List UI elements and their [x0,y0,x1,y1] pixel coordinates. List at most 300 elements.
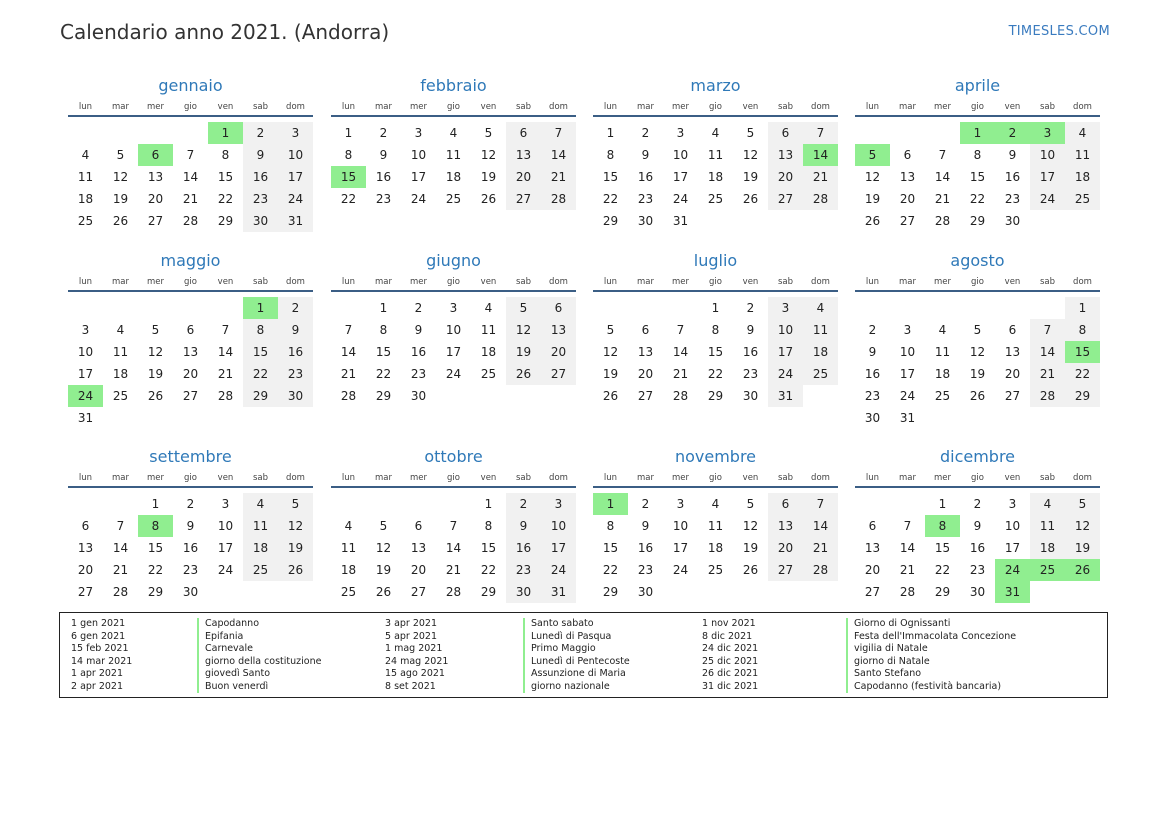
day-cell[interactable]: 27 [768,188,803,210]
day-cell[interactable]: 19 [278,537,313,559]
day-cell[interactable]: 6 [903,148,912,162]
day-cell[interactable]: 23 [278,363,313,385]
day-cell[interactable]: 29 [243,385,278,407]
day-cell[interactable]: 2 [414,301,423,315]
day-cell[interactable]: 11 [707,148,724,162]
day-cell[interactable]: 21 [803,166,838,188]
day-cell[interactable]: 30 [278,385,313,407]
day-cell[interactable]: 23 [182,563,199,577]
day-cell[interactable]: 29 [217,214,234,228]
day-cell[interactable]: 22 [480,563,497,577]
day-cell[interactable]: 26 [1065,559,1100,581]
day-cell[interactable]: 8 [973,148,982,162]
day-cell[interactable]: 24 [278,188,313,210]
day-cell[interactable]: 1 [484,497,493,511]
day-cell[interactable]: 9 [641,148,650,162]
day-cell[interactable]: 24 [672,563,689,577]
day-cell[interactable]: 22 [340,192,357,206]
day-cell[interactable]: 27 [768,559,803,581]
day-cell[interactable]: 26 [506,363,541,385]
day-cell[interactable]: 27 [147,214,164,228]
day-cell[interactable]: 12 [375,541,392,555]
day-cell[interactable]: 26 [742,563,759,577]
day-cell[interactable]: 10 [541,515,576,537]
day-cell[interactable]: 1 [151,497,160,511]
day-cell[interactable]: 26 [278,559,313,581]
day-cell[interactable]: 27 [410,585,427,599]
day-cell[interactable]: 17 [1004,541,1021,555]
day-cell[interactable]: 8 [243,319,278,341]
day-cell[interactable]: 13 [637,345,654,359]
day-cell[interactable]: 9 [973,519,982,533]
day-cell[interactable]: 17 [1030,166,1065,188]
day-cell[interactable]: 15 [375,345,392,359]
day-cell[interactable]: 23 [243,188,278,210]
day-cell[interactable]: 27 [899,214,916,228]
day-cell[interactable]: 6 [186,323,195,337]
day-cell[interactable]: 3 [1030,122,1065,144]
day-cell[interactable]: 20 [147,192,164,206]
day-cell[interactable]: 26 [969,389,986,403]
day-cell[interactable]: 29 [602,585,619,599]
day-cell[interactable]: 18 [707,170,724,184]
day-cell[interactable]: 6 [81,519,90,533]
day-cell[interactable]: 4 [243,493,278,515]
day-cell[interactable]: 22 [602,192,619,206]
day-cell[interactable]: 4 [1030,493,1065,515]
day-cell[interactable]: 6 [138,144,173,166]
day-cell[interactable]: 9 [868,345,877,359]
day-cell[interactable]: 13 [768,515,803,537]
day-cell[interactable]: 14 [340,345,357,359]
day-cell[interactable]: 5 [746,126,755,140]
day-cell[interactable]: 15 [147,541,164,555]
day-cell[interactable]: 30 [410,389,427,403]
day-cell[interactable]: 13 [899,170,916,184]
day-cell[interactable]: 19 [112,192,129,206]
day-cell[interactable]: 14 [803,144,838,166]
day-cell[interactable]: 24 [899,389,916,403]
day-cell[interactable]: 3 [676,497,685,511]
day-cell[interactable]: 7 [221,323,230,337]
day-cell[interactable]: 10 [1030,144,1065,166]
day-cell[interactable]: 9 [379,148,388,162]
day-cell[interactable]: 5 [278,493,313,515]
day-cell[interactable]: 22 [147,563,164,577]
day-cell[interactable]: 13 [864,541,881,555]
day-cell[interactable]: 12 [480,148,497,162]
day-cell[interactable]: 30 [637,585,654,599]
day-cell[interactable]: 5 [379,519,388,533]
day-cell[interactable]: 6 [768,493,803,515]
day-cell[interactable]: 13 [182,345,199,359]
day-cell[interactable]: 8 [606,519,615,533]
day-cell[interactable]: 20 [899,192,916,206]
day-cell[interactable]: 29 [375,389,392,403]
day-cell[interactable]: 16 [182,541,199,555]
day-cell[interactable]: 3 [768,297,803,319]
day-cell[interactable]: 17 [217,541,234,555]
day-cell[interactable]: 18 [243,537,278,559]
day-cell[interactable]: 30 [243,210,278,232]
day-cell[interactable]: 4 [1065,122,1100,144]
day-cell[interactable]: 7 [903,519,912,533]
day-cell[interactable]: 11 [1065,144,1100,166]
day-cell[interactable]: 12 [602,345,619,359]
day-cell[interactable]: 31 [77,411,94,425]
day-cell[interactable]: 2 [995,122,1030,144]
day-cell[interactable]: 12 [1065,515,1100,537]
day-cell[interactable]: 12 [742,148,759,162]
day-cell[interactable]: 31 [541,581,576,603]
day-cell[interactable]: 22 [375,367,392,381]
day-cell[interactable]: 9 [506,515,541,537]
day-cell[interactable]: 3 [221,497,230,511]
day-cell[interactable]: 8 [606,148,615,162]
day-cell[interactable]: 6 [414,519,423,533]
day-cell[interactable]: 6 [868,519,877,533]
day-cell[interactable]: 14 [1030,341,1065,363]
day-cell[interactable]: 27 [77,585,94,599]
day-cell[interactable]: 31 [768,385,803,407]
day-cell[interactable]: 1 [711,301,720,315]
day-cell[interactable]: 24 [768,363,803,385]
day-cell[interactable]: 7 [938,148,947,162]
day-cell[interactable]: 25 [445,192,462,206]
day-cell[interactable]: 25 [1065,188,1100,210]
day-cell[interactable]: 27 [541,363,576,385]
day-cell[interactable]: 1 [243,297,278,319]
day-cell[interactable]: 16 [1004,170,1021,184]
day-cell[interactable]: 9 [1008,148,1017,162]
day-cell[interactable]: 21 [541,166,576,188]
day-cell[interactable]: 13 [147,170,164,184]
day-cell[interactable]: 20 [410,563,427,577]
day-cell[interactable]: 22 [602,563,619,577]
day-cell[interactable]: 2 [186,497,195,511]
day-cell[interactable]: 8 [221,148,230,162]
day-cell[interactable]: 14 [217,345,234,359]
day-cell[interactable]: 22 [969,192,986,206]
day-cell[interactable]: 21 [182,192,199,206]
day-cell[interactable]: 27 [1004,389,1021,403]
day-cell[interactable]: 18 [77,192,94,206]
day-cell[interactable]: 5 [506,297,541,319]
day-cell[interactable]: 10 [768,319,803,341]
day-cell[interactable]: 27 [864,585,881,599]
day-cell[interactable]: 29 [1065,385,1100,407]
day-cell[interactable]: 22 [1065,363,1100,385]
day-cell[interactable]: 17 [278,166,313,188]
day-cell[interactable]: 19 [375,563,392,577]
day-cell[interactable]: 14 [112,541,129,555]
day-cell[interactable]: 27 [637,389,654,403]
day-cell[interactable]: 13 [1004,345,1021,359]
day-cell[interactable]: 5 [973,323,982,337]
site-link[interactable]: TIMESLES.COM [1008,24,1110,39]
day-cell[interactable]: 14 [182,170,199,184]
day-cell[interactable]: 6 [541,297,576,319]
day-cell[interactable]: 30 [1004,214,1021,228]
day-cell[interactable]: 2 [641,126,650,140]
day-cell[interactable]: 28 [217,389,234,403]
day-cell[interactable]: 1 [1065,297,1100,319]
day-cell[interactable]: 23 [637,563,654,577]
day-cell[interactable]: 23 [742,367,759,381]
day-cell[interactable]: 26 [375,585,392,599]
day-cell[interactable]: 9 [746,323,755,337]
day-cell[interactable]: 18 [340,563,357,577]
day-cell[interactable]: 29 [147,585,164,599]
day-cell[interactable]: 15 [243,341,278,363]
day-cell[interactable]: 28 [934,214,951,228]
day-cell[interactable]: 3 [676,126,685,140]
day-cell[interactable]: 20 [506,166,541,188]
day-cell[interactable]: 16 [278,341,313,363]
day-cell[interactable]: 25 [243,559,278,581]
day-cell[interactable]: 31 [899,411,916,425]
day-cell[interactable]: 24 [541,559,576,581]
day-cell[interactable]: 29 [969,214,986,228]
day-cell[interactable]: 17 [672,170,689,184]
day-cell[interactable]: 20 [182,367,199,381]
day-cell[interactable]: 11 [77,170,94,184]
day-cell[interactable]: 3 [449,301,458,315]
day-cell[interactable]: 7 [1030,319,1065,341]
day-cell[interactable]: 11 [340,541,357,555]
day-cell[interactable]: 27 [506,188,541,210]
day-cell[interactable]: 28 [672,389,689,403]
day-cell[interactable]: 18 [445,170,462,184]
day-cell[interactable]: 15 [969,170,986,184]
day-cell[interactable]: 11 [480,323,497,337]
day-cell[interactable]: 31 [672,214,689,228]
day-cell[interactable]: 19 [1065,537,1100,559]
day-cell[interactable]: 28 [112,585,129,599]
day-cell[interactable]: 8 [925,515,960,537]
day-cell[interactable]: 16 [243,166,278,188]
day-cell[interactable]: 16 [637,170,654,184]
day-cell[interactable]: 24 [995,559,1030,581]
day-cell[interactable]: 16 [637,541,654,555]
day-cell[interactable]: 9 [243,144,278,166]
day-cell[interactable]: 6 [768,122,803,144]
day-cell[interactable]: 18 [803,341,838,363]
day-cell[interactable]: 9 [278,319,313,341]
day-cell[interactable]: 25 [1030,559,1065,581]
day-cell[interactable]: 15 [217,170,234,184]
day-cell[interactable]: 7 [449,519,458,533]
day-cell[interactable]: 14 [672,345,689,359]
day-cell[interactable]: 5 [1065,493,1100,515]
day-cell[interactable]: 10 [77,345,94,359]
day-cell[interactable]: 11 [934,345,951,359]
day-cell[interactable]: 13 [768,144,803,166]
day-cell[interactable]: 4 [711,126,720,140]
day-cell[interactable]: 21 [803,537,838,559]
day-cell[interactable]: 13 [541,319,576,341]
day-cell[interactable]: 3 [541,493,576,515]
day-cell[interactable]: 25 [77,214,94,228]
day-cell[interactable]: 1 [960,122,995,144]
day-cell[interactable]: 19 [864,192,881,206]
day-cell[interactable]: 1 [606,126,615,140]
day-cell[interactable]: 8 [138,515,173,537]
day-cell[interactable]: 29 [707,389,724,403]
day-cell[interactable]: 30 [506,581,541,603]
day-cell[interactable]: 24 [445,367,462,381]
day-cell[interactable]: 12 [147,345,164,359]
day-cell[interactable]: 19 [602,367,619,381]
day-cell[interactable]: 27 [182,389,199,403]
day-cell[interactable]: 20 [1004,367,1021,381]
day-cell[interactable]: 26 [864,214,881,228]
day-cell[interactable]: 14 [899,541,916,555]
day-cell[interactable]: 24 [68,385,103,407]
day-cell[interactable]: 25 [707,563,724,577]
day-cell[interactable]: 7 [541,122,576,144]
day-cell[interactable]: 12 [742,519,759,533]
day-cell[interactable]: 29 [602,214,619,228]
day-cell[interactable]: 16 [375,170,392,184]
day-cell[interactable]: 22 [707,367,724,381]
day-cell[interactable]: 21 [112,563,129,577]
day-cell[interactable]: 18 [1030,537,1065,559]
day-cell[interactable]: 14 [803,515,838,537]
day-cell[interactable]: 11 [243,515,278,537]
day-cell[interactable]: 21 [445,563,462,577]
day-cell[interactable]: 8 [711,323,720,337]
day-cell[interactable]: 2 [641,497,650,511]
day-cell[interactable]: 5 [484,126,493,140]
day-cell[interactable]: 16 [506,537,541,559]
day-cell[interactable]: 26 [480,192,497,206]
day-cell[interactable]: 4 [449,126,458,140]
day-cell[interactable]: 10 [445,323,462,337]
day-cell[interactable]: 1 [379,301,388,315]
day-cell[interactable]: 5 [606,323,615,337]
day-cell[interactable]: 17 [445,345,462,359]
day-cell[interactable]: 22 [934,563,951,577]
day-cell[interactable]: 17 [410,170,427,184]
day-cell[interactable]: 4 [938,323,947,337]
day-cell[interactable]: 1 [208,122,243,144]
day-cell[interactable]: 18 [480,345,497,359]
day-cell[interactable]: 4 [344,519,353,533]
day-cell[interactable]: 4 [484,301,493,315]
day-cell[interactable]: 16 [864,367,881,381]
day-cell[interactable]: 12 [969,345,986,359]
day-cell[interactable]: 15 [707,345,724,359]
day-cell[interactable]: 26 [112,214,129,228]
day-cell[interactable]: 20 [541,341,576,363]
day-cell[interactable]: 15 [934,541,951,555]
day-cell[interactable]: 20 [77,563,94,577]
day-cell[interactable]: 6 [641,323,650,337]
day-cell[interactable]: 19 [506,341,541,363]
day-cell[interactable]: 9 [186,519,195,533]
day-cell[interactable]: 15 [1065,341,1100,363]
day-cell[interactable]: 25 [340,585,357,599]
day-cell[interactable]: 16 [410,345,427,359]
day-cell[interactable]: 16 [742,345,759,359]
day-cell[interactable]: 21 [899,563,916,577]
day-cell[interactable]: 19 [969,367,986,381]
day-cell[interactable]: 3 [903,323,912,337]
day-cell[interactable]: 25 [934,389,951,403]
day-cell[interactable]: 25 [480,367,497,381]
day-cell[interactable]: 2 [746,301,755,315]
day-cell[interactable]: 2 [973,497,982,511]
day-cell[interactable]: 5 [746,497,755,511]
day-cell[interactable]: 14 [934,170,951,184]
day-cell[interactable]: 19 [742,541,759,555]
day-cell[interactable]: 10 [672,519,689,533]
day-cell[interactable]: 11 [112,345,129,359]
day-cell[interactable]: 23 [864,389,881,403]
day-cell[interactable]: 8 [344,148,353,162]
day-cell[interactable]: 10 [410,148,427,162]
day-cell[interactable]: 11 [1030,515,1065,537]
day-cell[interactable]: 4 [711,497,720,511]
day-cell[interactable]: 28 [803,559,838,581]
day-cell[interactable]: 7 [676,323,685,337]
day-cell[interactable]: 19 [480,170,497,184]
day-cell[interactable]: 22 [243,363,278,385]
day-cell[interactable]: 28 [340,389,357,403]
day-cell[interactable]: 25 [707,192,724,206]
day-cell[interactable]: 12 [506,319,541,341]
day-cell[interactable]: 24 [1030,188,1065,210]
day-cell[interactable]: 17 [672,541,689,555]
day-cell[interactable]: 4 [803,297,838,319]
day-cell[interactable]: 18 [934,367,951,381]
day-cell[interactable]: 8 [484,519,493,533]
day-cell[interactable]: 12 [112,170,129,184]
day-cell[interactable]: 17 [899,367,916,381]
day-cell[interactable]: 24 [217,563,234,577]
day-cell[interactable]: 28 [899,585,916,599]
day-cell[interactable]: 20 [864,563,881,577]
day-cell[interactable]: 3 [278,122,313,144]
day-cell[interactable]: 4 [116,323,125,337]
day-cell[interactable]: 14 [541,144,576,166]
day-cell[interactable]: 21 [340,367,357,381]
day-cell[interactable]: 25 [112,389,129,403]
day-cell[interactable]: 28 [1030,385,1065,407]
day-cell[interactable]: 14 [445,541,462,555]
day-cell[interactable]: 11 [707,519,724,533]
day-cell[interactable]: 26 [147,389,164,403]
day-cell[interactable]: 26 [602,389,619,403]
day-cell[interactable]: 28 [541,188,576,210]
day-cell[interactable]: 28 [182,214,199,228]
day-cell[interactable]: 23 [969,563,986,577]
day-cell[interactable]: 10 [899,345,916,359]
day-cell[interactable]: 17 [768,341,803,363]
day-cell[interactable]: 11 [803,319,838,341]
day-cell[interactable]: 13 [410,541,427,555]
day-cell[interactable]: 15 [331,166,366,188]
day-cell[interactable]: 7 [116,519,125,533]
day-cell[interactable]: 18 [112,367,129,381]
day-cell[interactable]: 12 [278,515,313,537]
day-cell[interactable]: 28 [445,585,462,599]
day-cell[interactable]: 24 [410,192,427,206]
day-cell[interactable]: 15 [602,170,619,184]
day-cell[interactable]: 31 [278,210,313,232]
day-cell[interactable]: 7 [186,148,195,162]
